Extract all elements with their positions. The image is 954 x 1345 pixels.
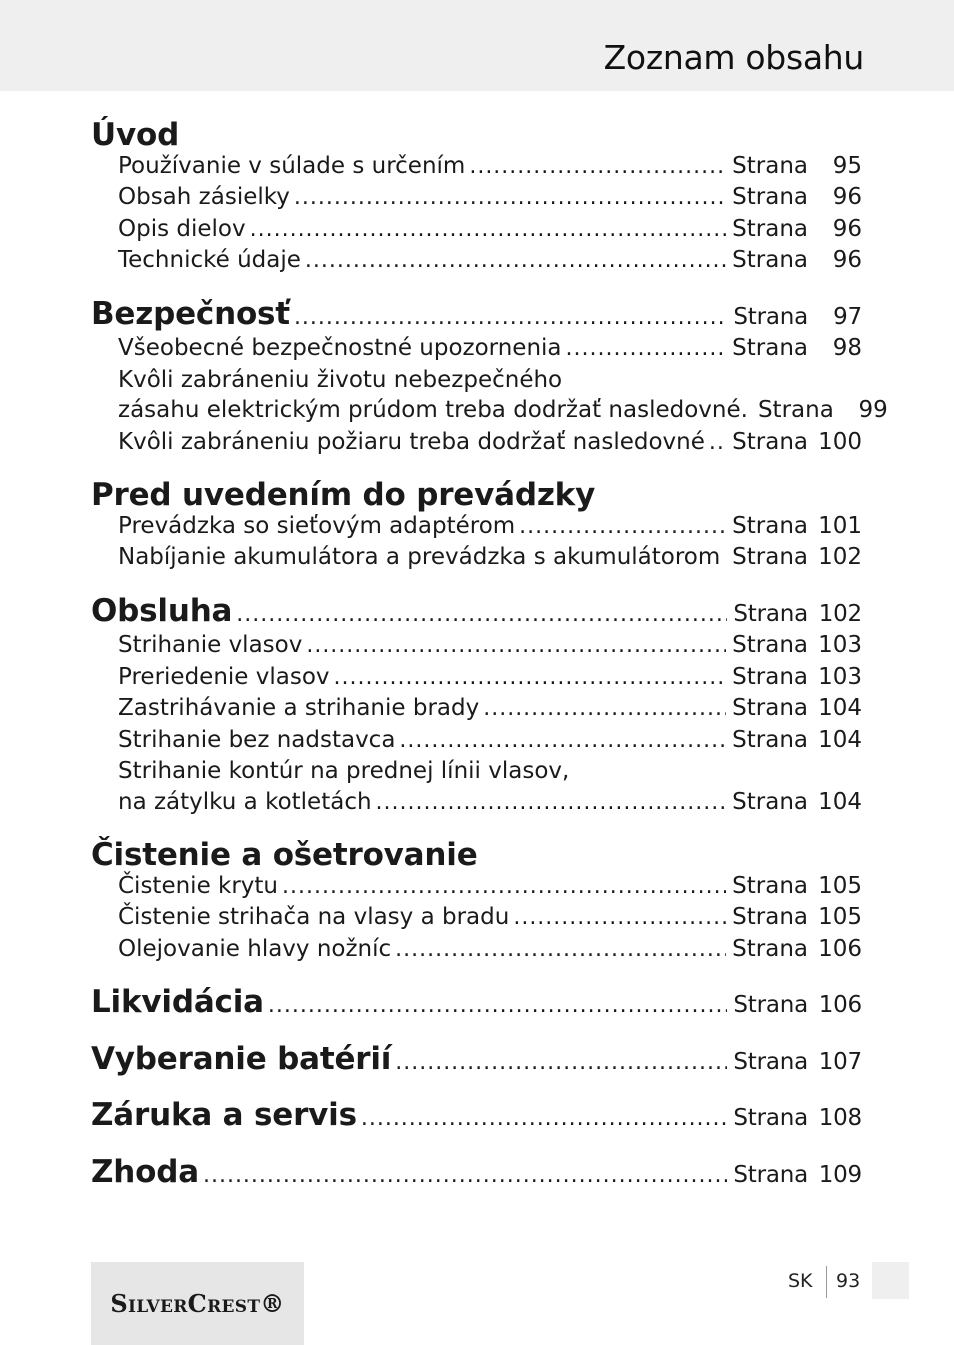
page-ref: 98 [832, 335, 862, 361]
strana-label: Strana [732, 788, 808, 815]
logo-text: SilverCrest® [110, 1289, 285, 1318]
entry-label: Likvidácia [91, 984, 264, 1020]
page-ref: 102 [818, 600, 862, 627]
strana-label: Strana [733, 1048, 808, 1075]
strana-label: Strana [732, 152, 808, 179]
section-heading[interactable] [91, 295, 862, 334]
page-ref: 96 [832, 215, 862, 242]
entry-label-line: Kvôli zabráneniu životu nebezpečného [118, 366, 563, 393]
toc-entry[interactable] [91, 542, 862, 574]
dot-leader [513, 903, 726, 934]
strana-label: Strana [732, 544, 808, 570]
toc-entry[interactable] [91, 662, 862, 694]
entry-label: Obsluha [91, 592, 233, 629]
toc-entry[interactable] [91, 787, 862, 819]
page-ref: 103 [818, 663, 862, 690]
dot-leader [361, 1104, 728, 1135]
toc-entry[interactable] [91, 725, 862, 757]
toc-entry[interactable] [91, 871, 862, 903]
entry-label: Všeobecné bezpečnostné upozornenia [118, 335, 562, 361]
strana-label: Strana [733, 1161, 808, 1188]
page-ref: 96 [832, 247, 862, 273]
page-ref: 100 [818, 428, 862, 455]
page-ref: 104 [818, 788, 862, 815]
language-code: SK [788, 1270, 813, 1292]
toc-entry[interactable] [91, 902, 862, 934]
section-heading[interactable] [91, 477, 862, 513]
footer-divider [826, 1266, 827, 1298]
dot-leader [282, 872, 726, 903]
strana-label: Strana [732, 632, 808, 658]
strana-label: Strana [733, 1105, 808, 1131]
table-of-contents [91, 117, 888, 1191]
entry-label: Nabíjanie akumulátora a prevádzka s akumulátorom [118, 544, 721, 570]
dot-leader [294, 303, 727, 334]
dot-leader [483, 694, 726, 725]
entry-label: Strihanie bez nadstavca [118, 726, 396, 753]
page-ref: 104 [818, 726, 862, 753]
page-ref: 104 [818, 695, 862, 721]
section-heading[interactable] [91, 1097, 862, 1135]
page-ref: 106 [818, 935, 862, 962]
page-ref: 102 [818, 544, 862, 570]
toc-entry[interactable] [91, 630, 862, 662]
strana-label: Strana [732, 428, 808, 455]
toc-entry[interactable] [91, 934, 862, 966]
toc-entry[interactable] [91, 693, 862, 725]
strana-label: Strana [732, 512, 808, 539]
brand-logo [91, 1262, 304, 1345]
section-heading[interactable] [91, 1040, 862, 1079]
section-heading[interactable] [91, 1153, 862, 1192]
strana-label: Strana [733, 600, 808, 627]
dot-leader [395, 1048, 727, 1079]
strana-label: Strana [732, 663, 808, 690]
entry-label: zásahu elektrickým prúdom treba dodržať nasledovné. [118, 397, 748, 423]
entry-label: Olejovanie hlavy nožníc [118, 935, 392, 962]
entry-label: Pred uvedením do prevádzky [91, 477, 596, 513]
dot-leader [566, 334, 727, 365]
entry-label: Obsah zásielky [118, 184, 290, 210]
entry-label: Vyberanie batérií [91, 1040, 392, 1077]
dot-leader [376, 788, 727, 819]
entry-label: na zátylku a kotletách [118, 788, 372, 815]
page-ref: 108 [818, 1105, 862, 1131]
dot-leader [268, 991, 727, 1022]
dot-leader [469, 152, 726, 183]
dot-leader [305, 246, 726, 277]
strana-label: Strana [757, 397, 834, 423]
page-ref: 106 [818, 992, 862, 1018]
toc-entry[interactable] [91, 182, 862, 214]
dot-leader [399, 726, 726, 757]
page-ref: 103 [818, 632, 862, 658]
strana-label: Strana [732, 726, 808, 753]
toc-entry[interactable] [91, 333, 862, 365]
strana-label: Strana [732, 695, 808, 721]
toc-entry[interactable] [91, 151, 862, 183]
strana-label: Strana [732, 904, 808, 930]
page-ref: 105 [818, 904, 862, 930]
dot-leader [250, 215, 727, 246]
entry-label-line: Strihanie kontúr na prednej línii vlasov, [118, 758, 570, 784]
dot-leader [306, 631, 726, 662]
strana-label: Strana [732, 215, 808, 242]
strana-label: Strana [733, 992, 808, 1018]
entry-label: Používanie v súlade s určením [118, 152, 466, 179]
entry-label: Bezpečnosť [91, 295, 290, 332]
dot-leader [203, 1161, 727, 1192]
toc-entry[interactable] [91, 427, 862, 459]
dot-leader [724, 543, 726, 574]
entry-label: Strihanie vlasov [118, 632, 303, 658]
dot-leader [519, 512, 726, 543]
entry-label: Čistenie krytu [118, 872, 279, 899]
strana-label: Strana [733, 303, 808, 330]
page-ref: 95 [832, 152, 862, 179]
page-number: 93 [836, 1270, 861, 1292]
strana-label: Strana [732, 247, 808, 273]
dot-leader [709, 428, 726, 459]
entry-label: Úvod [91, 117, 180, 153]
entry-label: Zastrihávanie a strihanie brady [118, 695, 480, 721]
entry-label: Kvôli zabráneniu požiaru treba dodržať nasledovné [118, 428, 705, 455]
entry-label: Preriedenie vlasov [118, 663, 330, 690]
toc-entry[interactable] [91, 511, 862, 543]
corner-tab [872, 1262, 909, 1299]
section-heading[interactable] [91, 984, 862, 1022]
section-heading[interactable] [91, 837, 862, 873]
toc-entry[interactable] [91, 214, 862, 246]
page-ref: 101 [818, 512, 862, 539]
entry-label: Záruka a servis [91, 1097, 357, 1133]
page-ref: 109 [818, 1161, 862, 1188]
toc-entry[interactable] [91, 395, 888, 427]
page-title: Zoznam obsahu [603, 38, 864, 77]
section-gap [91, 1135, 862, 1157]
entry-label: Čistenie strihača na vlasy a bradu [118, 904, 510, 930]
section-heading[interactable] [91, 592, 862, 631]
page-ref: 96 [832, 184, 862, 210]
entry-label: Opis dielov [118, 215, 246, 242]
page-ref: 97 [833, 303, 862, 330]
toc-entry[interactable] [91, 245, 862, 277]
entry-label: Zhoda [91, 1153, 199, 1190]
strana-label: Strana [732, 335, 808, 361]
dot-leader [236, 600, 727, 631]
section-heading[interactable] [91, 117, 862, 153]
strana-label: Strana [732, 184, 808, 210]
entry-label: Prevádzka so sieťovým adaptérom [118, 512, 516, 539]
dot-leader [395, 935, 726, 966]
strana-label: Strana [732, 872, 808, 899]
dot-leader [294, 183, 726, 214]
page-ref: 99 [858, 397, 888, 423]
dot-leader [334, 663, 727, 694]
entry-label: Čistenie a ošetrovanie [91, 837, 478, 873]
entry-label: Technické údaje [118, 247, 301, 273]
strana-label: Strana [732, 935, 808, 962]
page-ref: 105 [818, 872, 862, 899]
page-ref: 107 [818, 1048, 862, 1075]
